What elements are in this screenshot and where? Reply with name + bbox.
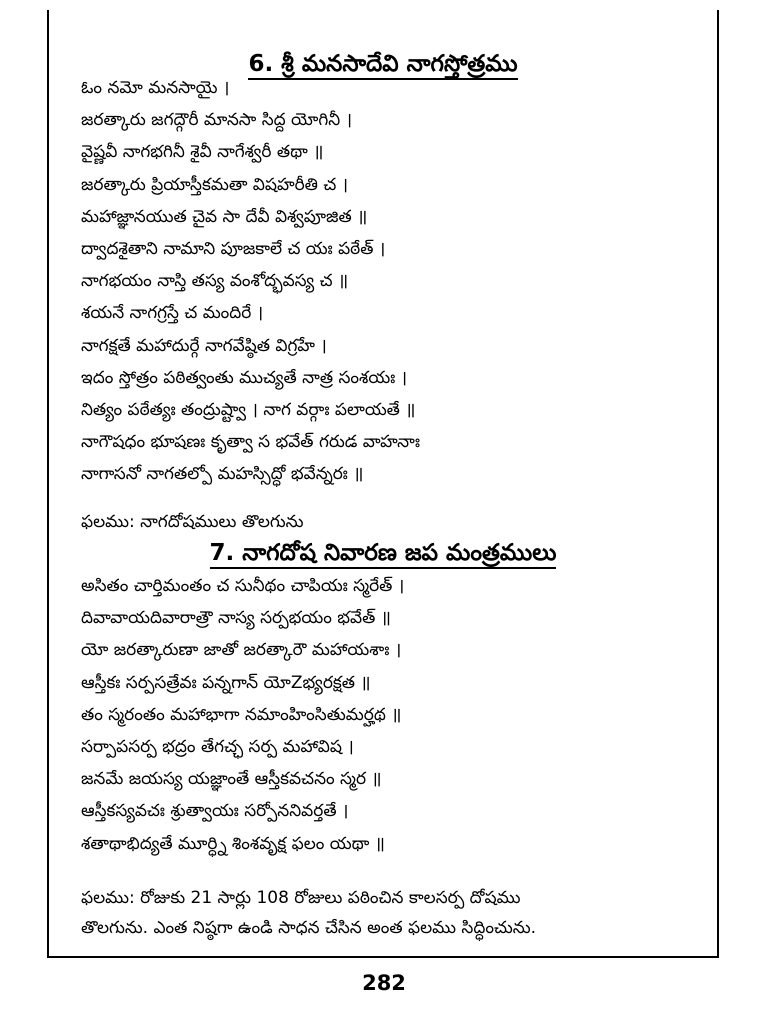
verse-line: సర్పాపసర్ప భద్రం తేగచ్ఛ సర్ప మహావిష । — [81, 736, 354, 757]
section-7-title — [49, 540, 717, 572]
verse-line: ఓం నమో మనసాయై । — [81, 78, 230, 98]
phalam-line-1: ఫలము: రోజుకు 21 సార్లు 108 రోజులు పఠించిన కాలసర్ప దోషము — [81, 888, 521, 908]
section-7-phalam — [81, 883, 705, 943]
verse-line: అసితం చార్తిమంతం చ సునీథం చాపియః స్మరేత్ । — [81, 576, 405, 596]
verse-line: మహాజ్ఞానయుత చైవ సా దేవీ విశ్వపూజిత ॥ — [81, 206, 368, 227]
verse-line: నాగక్షతే మహాదుర్గే నాగవేష్ఠిత విగ్రహే । — [81, 335, 327, 356]
verse-line: నాగభయం నాస్తి తస్య వంశోద్భవస్య చ ॥ — [81, 271, 349, 292]
verse-line: తం స్మరంతం మహాభాగా నమాంహింసితుమర్హథ ॥ — [81, 704, 402, 725]
verse-line: ఇదం స్తోత్రం పఠిత్వంతు ముచ్యతే నాత్ర సంశయః । — [81, 367, 408, 388]
verse-line: జనమే జయస్య యజ్ఞాంతే ఆస్తీకవచనం స్మర ॥ — [81, 769, 382, 790]
verse-line: నాగాసనో నాగతల్పో మహస్సిద్ధో భవేన్నరః ॥ — [81, 464, 364, 485]
section-7-verses — [81, 570, 705, 860]
verse-line: శయనే నాగగ్రస్తే చ మందిరే । — [81, 303, 264, 324]
verse-line: దివావాయదివారాత్రౌ నాస్య సర్పభయం భవేత్ ॥ — [81, 608, 391, 629]
verse-line: నాగౌషధం భూషణః కృత్వా స భవేత్ గరుడ వాహనాః — [81, 432, 420, 453]
verse-line: ద్వాదశైతాని నామాని పూజకాలే చ యః పఠేత్ । — [81, 238, 386, 259]
section-6-title-text: 6. శ్రీ మనసాదేవి నాగస్తోత్రము — [248, 51, 517, 80]
page-number: 282 — [362, 971, 406, 995]
section-6-phalam: ఫలము: నాగదోషములు తొలగును — [81, 512, 304, 532]
section-7-title-text: 7. నాగదోష నివారణ జప మంత్రములు — [210, 540, 557, 569]
phalam-line-2: తొలగును. ఎంత నిష్ఠగా ఉండి సాధన చేసిన అంత ఫలము సిద్ధించును. — [81, 918, 536, 938]
verse-line: జరత్కారు జగద్గౌరీ మానసా సిద్ద యోగినీ । — [81, 110, 353, 131]
verse-line: వైష్ణవీ నాగభగినీ శైవీ నాగేశ్వరీ తథా ॥ — [81, 142, 324, 163]
verse-line: ఆస్తీకస్యవచః శ్రుత్వాయః సర్పోననివర్తతే । — [81, 801, 349, 822]
section-6-verses — [81, 72, 705, 490]
page-frame — [47, 10, 719, 958]
verse-line: జరత్కారు ప్రియాస్తీకమతా విషహరీతి చ । — [81, 174, 349, 195]
verse-line: శతాథాభిద్యతే మూర్ధ్ని శింశవృక్ష ఫలం యథా ॥ — [81, 833, 385, 854]
verse-line: నిత్యం పఠేత్యః తంద్రుష్ట్వా । నాగ వర్గాః పలాయతే ॥ — [81, 399, 416, 420]
verse-line: ఆస్తీకః సర్పసత్రేవః పన్నగాన్ యోZభ్యరక్షత ॥ — [81, 672, 371, 693]
verse-line: యో జరత్కారుణా జాతో జరత్కారౌ మహాయశాః । — [81, 640, 402, 661]
